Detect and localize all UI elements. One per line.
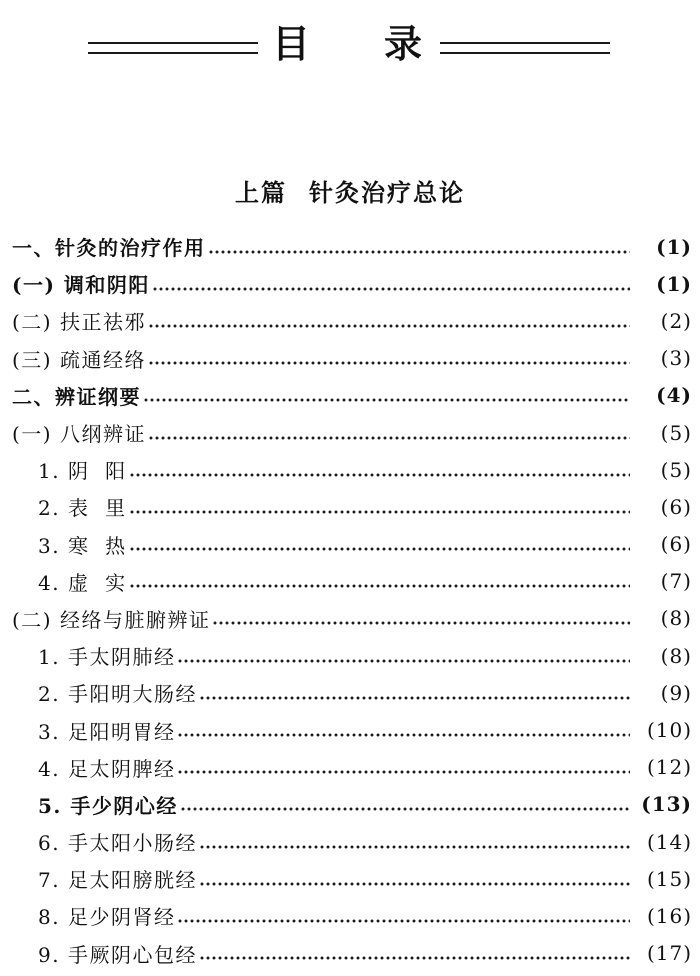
- toc-leader-dots: [199, 956, 630, 960]
- toc-page-number: (17): [646, 941, 692, 966]
- toc-page-number: (3): [660, 346, 692, 371]
- toc-page-number: (2): [660, 308, 692, 333]
- toc-leader-dots: [143, 398, 630, 402]
- toc-entry: [12, 228, 692, 265]
- toc-entry-text: (二) 扶正祛邪: [12, 310, 146, 335]
- toc-leader-dots: [129, 510, 630, 514]
- toc-page-number: (15): [646, 866, 692, 891]
- toc-entry-text: 3. 寒 热: [38, 533, 127, 558]
- toc-page-number: (8): [660, 643, 692, 668]
- toc-entry: [12, 786, 692, 823]
- toc-entry: [12, 749, 692, 786]
- toc-leader-dots: [152, 287, 630, 291]
- toc-entry-text: 2. 手阳明大肠经: [38, 682, 197, 707]
- toc-leader-dots: [199, 845, 630, 849]
- part-label: 上篇: [235, 178, 287, 207]
- part-heading: [0, 172, 700, 214]
- toc-entry-text: 4. 足太阴脾经: [38, 756, 176, 781]
- toc-leader-dots: [148, 436, 630, 440]
- toc-page-number: (13): [641, 792, 692, 817]
- title-rule-left: [88, 42, 258, 54]
- toc-entry: [12, 414, 692, 451]
- toc-page-number: (16): [646, 903, 692, 928]
- toc-leader-dots: [148, 324, 630, 328]
- toc-leader-dots: [177, 919, 630, 923]
- toc-entry-text: 4. 虚 实: [38, 570, 127, 595]
- toc-entry: [12, 637, 692, 674]
- toc-page-number: (14): [646, 829, 692, 854]
- toc-page-number: (10): [646, 718, 692, 743]
- toc-page-number: (12): [646, 755, 692, 780]
- toc-page-number: (5): [660, 457, 692, 482]
- toc-entry-text: (一) 八纲辨证: [12, 422, 146, 447]
- toc-list: [12, 228, 692, 972]
- toc-page-number: (8): [660, 606, 692, 631]
- page-title: [0, 18, 700, 74]
- title-char-1: 目: [272, 21, 311, 66]
- toc-leader-dots: [199, 696, 630, 700]
- toc-entry: [12, 860, 692, 897]
- toc-entry: [12, 302, 692, 339]
- toc-leader-dots: [177, 770, 630, 774]
- part-title: 针灸治疗总论: [309, 178, 465, 207]
- toc-page-number: (5): [660, 420, 692, 445]
- toc-entry-text: 2. 表 里: [38, 496, 127, 521]
- toc-page-number: (6): [660, 494, 692, 519]
- toc-entry-text: 5. 手少阴心经: [38, 793, 178, 818]
- toc-leader-dots: [212, 621, 630, 625]
- toc-leader-dots: [129, 584, 630, 588]
- toc-entry: [12, 340, 692, 377]
- toc-entry-text: 3. 足阳明胃经: [38, 719, 176, 744]
- toc-entry: [12, 265, 692, 302]
- toc-entry-text: 6. 手太阳小肠经: [38, 831, 197, 856]
- toc-leader-dots: [129, 473, 630, 477]
- toc-leader-dots: [129, 547, 630, 551]
- toc-entry: [12, 674, 692, 711]
- title-rule-right: [440, 42, 610, 54]
- toc-entry-text: (二) 经络与脏腑辨证: [12, 607, 211, 632]
- toc-leader-dots: [199, 882, 630, 886]
- toc-entry-text: 7. 足太阳膀胱经: [38, 868, 197, 893]
- toc-entry: [12, 526, 692, 563]
- toc-entry: [12, 488, 692, 525]
- toc-leader-dots: [180, 807, 630, 811]
- toc-entry: [12, 897, 692, 934]
- toc-leader-dots: [177, 733, 630, 737]
- toc-page-number: (7): [660, 569, 692, 594]
- toc-leader-dots: [177, 659, 630, 663]
- toc-entry-text: 8. 足少阴肾经: [38, 905, 176, 930]
- toc-page-number: (6): [660, 532, 692, 557]
- toc-leader-dots: [148, 361, 630, 365]
- toc-entry-text: 9. 手厥阴心包经: [38, 942, 197, 967]
- toc-entry-text: 1. 手太阴肺经: [38, 645, 176, 670]
- title-char-2: 录: [384, 21, 423, 66]
- toc-entry-text: 二、辨证纲要: [12, 384, 141, 409]
- toc-page-number: (4): [656, 383, 692, 408]
- toc-entry: [12, 600, 692, 637]
- toc-page-number: (1): [656, 271, 692, 296]
- toc-entry: [12, 377, 692, 414]
- toc-page-number: (9): [660, 680, 692, 705]
- toc-entry: [12, 711, 692, 748]
- toc-leader-dots: [208, 250, 631, 254]
- toc-entry-text: 一、针灸的治疗作用: [12, 236, 206, 261]
- toc-entry: [12, 823, 692, 860]
- toc-entry-text: (三) 疏通经络: [12, 347, 146, 372]
- toc-entry: [12, 935, 692, 972]
- toc-page-number: (1): [656, 234, 692, 259]
- toc-entry-text: (一) 调和阴阳: [12, 273, 150, 298]
- toc-entry-text: 1. 阴 阳: [38, 459, 127, 484]
- toc-entry: [12, 451, 692, 488]
- toc-entry: [12, 563, 692, 600]
